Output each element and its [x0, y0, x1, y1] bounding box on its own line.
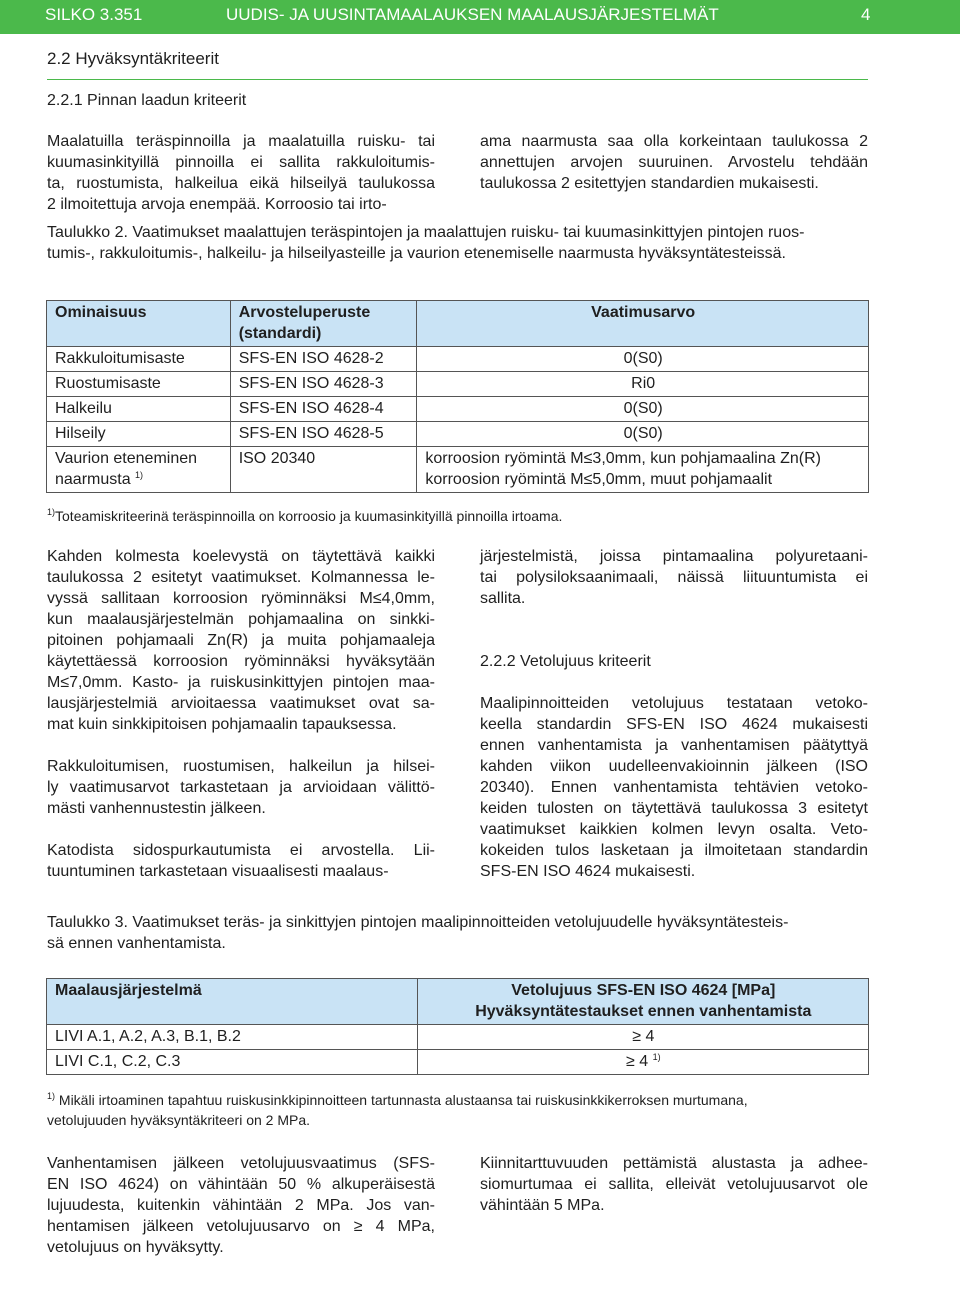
cell-standard: SFS-EN ISO 4628-5	[230, 422, 417, 447]
footnote-text: Toteamiskriteerinä teräspinnoilla on korroosio ja kuumasinkityillä pinnoilla irtoama.	[55, 508, 563, 524]
paragraph	[47, 546, 435, 735]
text-line: Rakkuloitumisen, ruostumisen, halkeilun ja hilsei-	[47, 758, 435, 775]
footnote-mark: 1)	[47, 1091, 56, 1101]
text-line: Maalipinnoitteiden vetolujuus testataan vetoko-	[480, 695, 868, 712]
text-line: vähintään 5 MPa.	[480, 1197, 605, 1214]
text-line: Maalatuilla teräspinnoilla ja maalatuilla ruisku- tai	[47, 133, 435, 150]
table2-footnote	[47, 506, 562, 526]
closing-left-column	[47, 1153, 435, 1258]
table-header-row	[47, 979, 869, 1025]
table-header-row	[47, 301, 869, 347]
page-header	[0, 0, 960, 34]
cell-value-text: ≥ 4	[625, 1053, 649, 1070]
text-line: 20340). Ennen vanhentamista tehtävien vetoko-	[480, 779, 868, 796]
text-line: lausjärjestelmiä arvioitaessa vaatimukset ovat sa-	[47, 695, 435, 712]
table-row	[47, 347, 869, 372]
cell-standard: SFS-EN ISO 4628-4	[230, 397, 417, 422]
header-standard	[230, 301, 417, 347]
intro-left-column	[47, 131, 435, 215]
footnote-line: vetolujuuden hyväksyntäkriteeri on 2 MPa.	[47, 1112, 311, 1128]
text-line: ly vaatimusarvot tarkastetaan ja arvioidaan välittö-	[47, 779, 435, 796]
text-line: sallita.	[480, 590, 526, 607]
cell-value: 0(S0)	[417, 397, 869, 422]
footnote-ref: 1)	[652, 1052, 661, 1062]
header-tensile	[417, 979, 868, 1025]
text-line: keella standardin SFS-EN ISO 4624 mukaisesti	[480, 716, 868, 733]
text-line: käytettäessä korroosion ryöminnäksi hyväksytään	[47, 653, 435, 670]
table3-caption	[47, 912, 868, 954]
text-line: tai polysiloksaanimaali, näissä liituuntumista ei	[480, 569, 868, 586]
table-row	[47, 447, 869, 493]
text-line: 2 ilmoitettuja arvoja enempää. Korroosio tai irto-	[47, 196, 387, 213]
text-line: ta, ruostumista, halkeilua eikä hilseilyä taulukossa	[47, 175, 435, 192]
page-number: 4	[861, 5, 871, 24]
text-line: taulukossa 2 esitetyt vaatimukset. Kolmannessa le-	[47, 569, 435, 586]
paragraph	[47, 756, 435, 819]
text-line: siomurtumaa ei sallita, elleivät vetolujuusarvot ole	[480, 1176, 868, 1193]
footnote-ref: 1)	[135, 470, 144, 480]
cell-property: Rakkuloitumisaste	[47, 347, 231, 372]
cell-value: Ri0	[417, 372, 869, 397]
caption-line: sä ennen vanhentamista.	[47, 935, 226, 952]
text-line: tuuntuminen tarkastetaan visuaalisesti maalaus-	[47, 863, 389, 880]
cell-system: LIVI C.1, C.2, C.3	[47, 1050, 418, 1075]
text-line: vetolujuus on hyväksytty.	[47, 1239, 224, 1256]
cell-value	[417, 1025, 868, 1050]
header-title: UUDIS- JA UUSINTAMAALAUKSEN MAALAUSJÄRJESTELMÄT	[226, 5, 719, 24]
body-right-column	[480, 546, 868, 882]
table-row	[47, 422, 869, 447]
text-line: Kiinnitarttuvuuden pettämistä alustasta ja adhee-	[480, 1155, 868, 1172]
text-line: kokeiden tulos lasketaan ja ilmoitetaan standardin	[480, 842, 868, 859]
cell-system: LIVI A.1, A.2, A.3, B.1, B.2	[47, 1025, 418, 1050]
header-value: Vaatimusarvo	[417, 301, 869, 347]
cell-value-line2: korroosion ryömintä M≤5,0mm, muut pohjamaalit	[425, 471, 773, 488]
text-line: kahden viikon uudelleenvakioinnin jälkeen (ISO	[480, 758, 868, 775]
cell-standard: SFS-EN ISO 4628-3	[230, 372, 417, 397]
text-line: taulukossa 2 esitettyjen standardien mukaisesti.	[480, 175, 819, 192]
text-line: kun maalausjärjestelmän pohjamaalina on sinkki-	[47, 611, 435, 628]
header-property: Ominaisuus	[47, 301, 231, 347]
table-row	[47, 372, 869, 397]
text-line: pitoinen pohjamaali Zn(R) ja muita pohjamaaleja	[47, 632, 435, 649]
text-line: annettujen arvojen suuruinen. Arvostelu tehdään	[480, 154, 868, 171]
cell-value: 0(S0)	[417, 422, 869, 447]
header-standard-line1: Arvosteluperuste	[238, 304, 371, 321]
text-line: vaatimukset kaikkien kolmen levyn osalta. Veto-	[480, 821, 868, 838]
publication-label: SILKO 3.351	[45, 5, 143, 24]
section-divider	[47, 79, 868, 80]
text-line: lujuudesta, kuitenkin vähintään 2 MPa. Jos van-	[47, 1197, 435, 1214]
cell-value	[417, 1050, 868, 1075]
caption-line: tumis-, rakkuloitumis-, halkeilu- ja hilseilyasteille ja vaurion etenemiselle naarmusta hyväksyntätesteissä.	[47, 245, 786, 262]
caption-line: Taulukko 3. Vaatimukset teräs- ja sinkittyjen pintojen maalipinnoitteiden vetolujuudelle hyväksyntätesteis-	[47, 914, 789, 931]
intro-right-column	[480, 131, 868, 194]
cell-value	[417, 447, 869, 493]
text-line: järjestelmistä, joissa pintamaalina polyuretaani-	[480, 548, 868, 565]
text-line: Kahden kolmesta koelevystä on täytettävä kaikki	[47, 548, 435, 565]
cell-property-line1: Vaurion eteneminen	[55, 450, 198, 467]
table3-footnote	[47, 1090, 869, 1130]
table2-caption	[47, 222, 868, 264]
text-line: SFS-EN ISO 4624 mukaisesti.	[480, 863, 696, 880]
header-tensile-line2: Hyväksyntätestaukset ennen vanhentamista	[475, 1003, 812, 1020]
cell-standard: SFS-EN ISO 4628-2	[230, 347, 417, 372]
cell-standard: ISO 20340	[230, 447, 417, 493]
table-row	[47, 1050, 869, 1075]
body-left-column	[47, 546, 435, 882]
subsection-heading: 2.2.1 Pinnan laadun kriteerit	[47, 92, 247, 109]
footnote-mark: 1)	[47, 507, 56, 517]
header-system: Maalausjärjestelmä	[47, 979, 418, 1025]
text-line: mat kuin sinkkipitoisen pohjamaalin tapauksessa.	[47, 716, 397, 733]
footnote-line	[47, 1090, 869, 1110]
table-row	[47, 1025, 869, 1050]
paragraph	[480, 693, 868, 882]
paragraph	[47, 840, 435, 882]
subsection-heading-vetolujuus: 2.2.2 Vetolujuus kriteerit	[480, 653, 651, 670]
cell-value-text: ≥ 4	[632, 1028, 655, 1045]
paragraph	[480, 546, 868, 609]
text-line: Katodista sidospurkautumista ei arvostella. Lii-	[47, 842, 435, 859]
text-line: ennen vanhentamista ja vanhentamisen päätyttyä	[480, 737, 868, 754]
text-line: vyssä sallitaan korroosion ryöminnäksi M≤4,0mm,	[47, 590, 435, 607]
cell-property: Hilseily	[47, 422, 231, 447]
text-line: EN ISO 4624) on vähintään 50 % alkuperäisestä	[47, 1176, 435, 1193]
closing-right-column	[480, 1153, 868, 1216]
text-line: hentamisen jälkeen vetolujuusarvo on ≥ 4 MPa,	[47, 1218, 435, 1235]
cell-value-line1: korroosion ryömintä M≤3,0mm, kun pohjamaalina Zn(R)	[425, 450, 821, 467]
section-heading: 2.2 Hyväksyntäkriteerit	[47, 49, 219, 68]
cell-property: Ruostumisaste	[47, 372, 231, 397]
cell-value: 0(S0)	[417, 347, 869, 372]
text-line: kuumasinkityillä pinnoilla ei sallita rakkuloitumis-	[47, 154, 435, 171]
table2	[46, 300, 869, 493]
header-tensile-line1: Vetolujuus SFS-EN ISO 4624 [MPa]	[511, 982, 776, 999]
table-row	[47, 397, 869, 422]
table3	[46, 978, 869, 1075]
cell-property	[47, 447, 231, 493]
footnote-text: Mikäli irtoaminen tapahtuu ruiskusinkkipinnoitteen tartunnasta alustaansa tai ruiskusinkkikerroksen murtumana,	[58, 1092, 748, 1108]
text-line: M≤7,0mm. Kasto- ja ruiskusinkittyjen pintojen maa-	[47, 674, 435, 691]
text-line: keiden tulosten on täytettävä taulukossa 3 esitetyt	[480, 800, 868, 817]
caption-line: Taulukko 2. Vaatimukset maalattujen teräspintojen ja maalattujen ruisku- tai kuumasinkittyjen pintojen ruos-	[47, 224, 805, 241]
header-standard-line2: (standardi)	[238, 325, 322, 342]
text-line: mästi vanhennustestin jälkeen.	[47, 800, 266, 817]
text-line: Vanhentamisen jälkeen vetolujuusvaatimus (SFS-	[47, 1155, 435, 1172]
cell-property: Halkeilu	[47, 397, 231, 422]
cell-property-line2: naarmusta	[55, 471, 131, 488]
text-line: ama naarmusta saa olla korkeintaan taulukossa 2	[480, 133, 868, 150]
